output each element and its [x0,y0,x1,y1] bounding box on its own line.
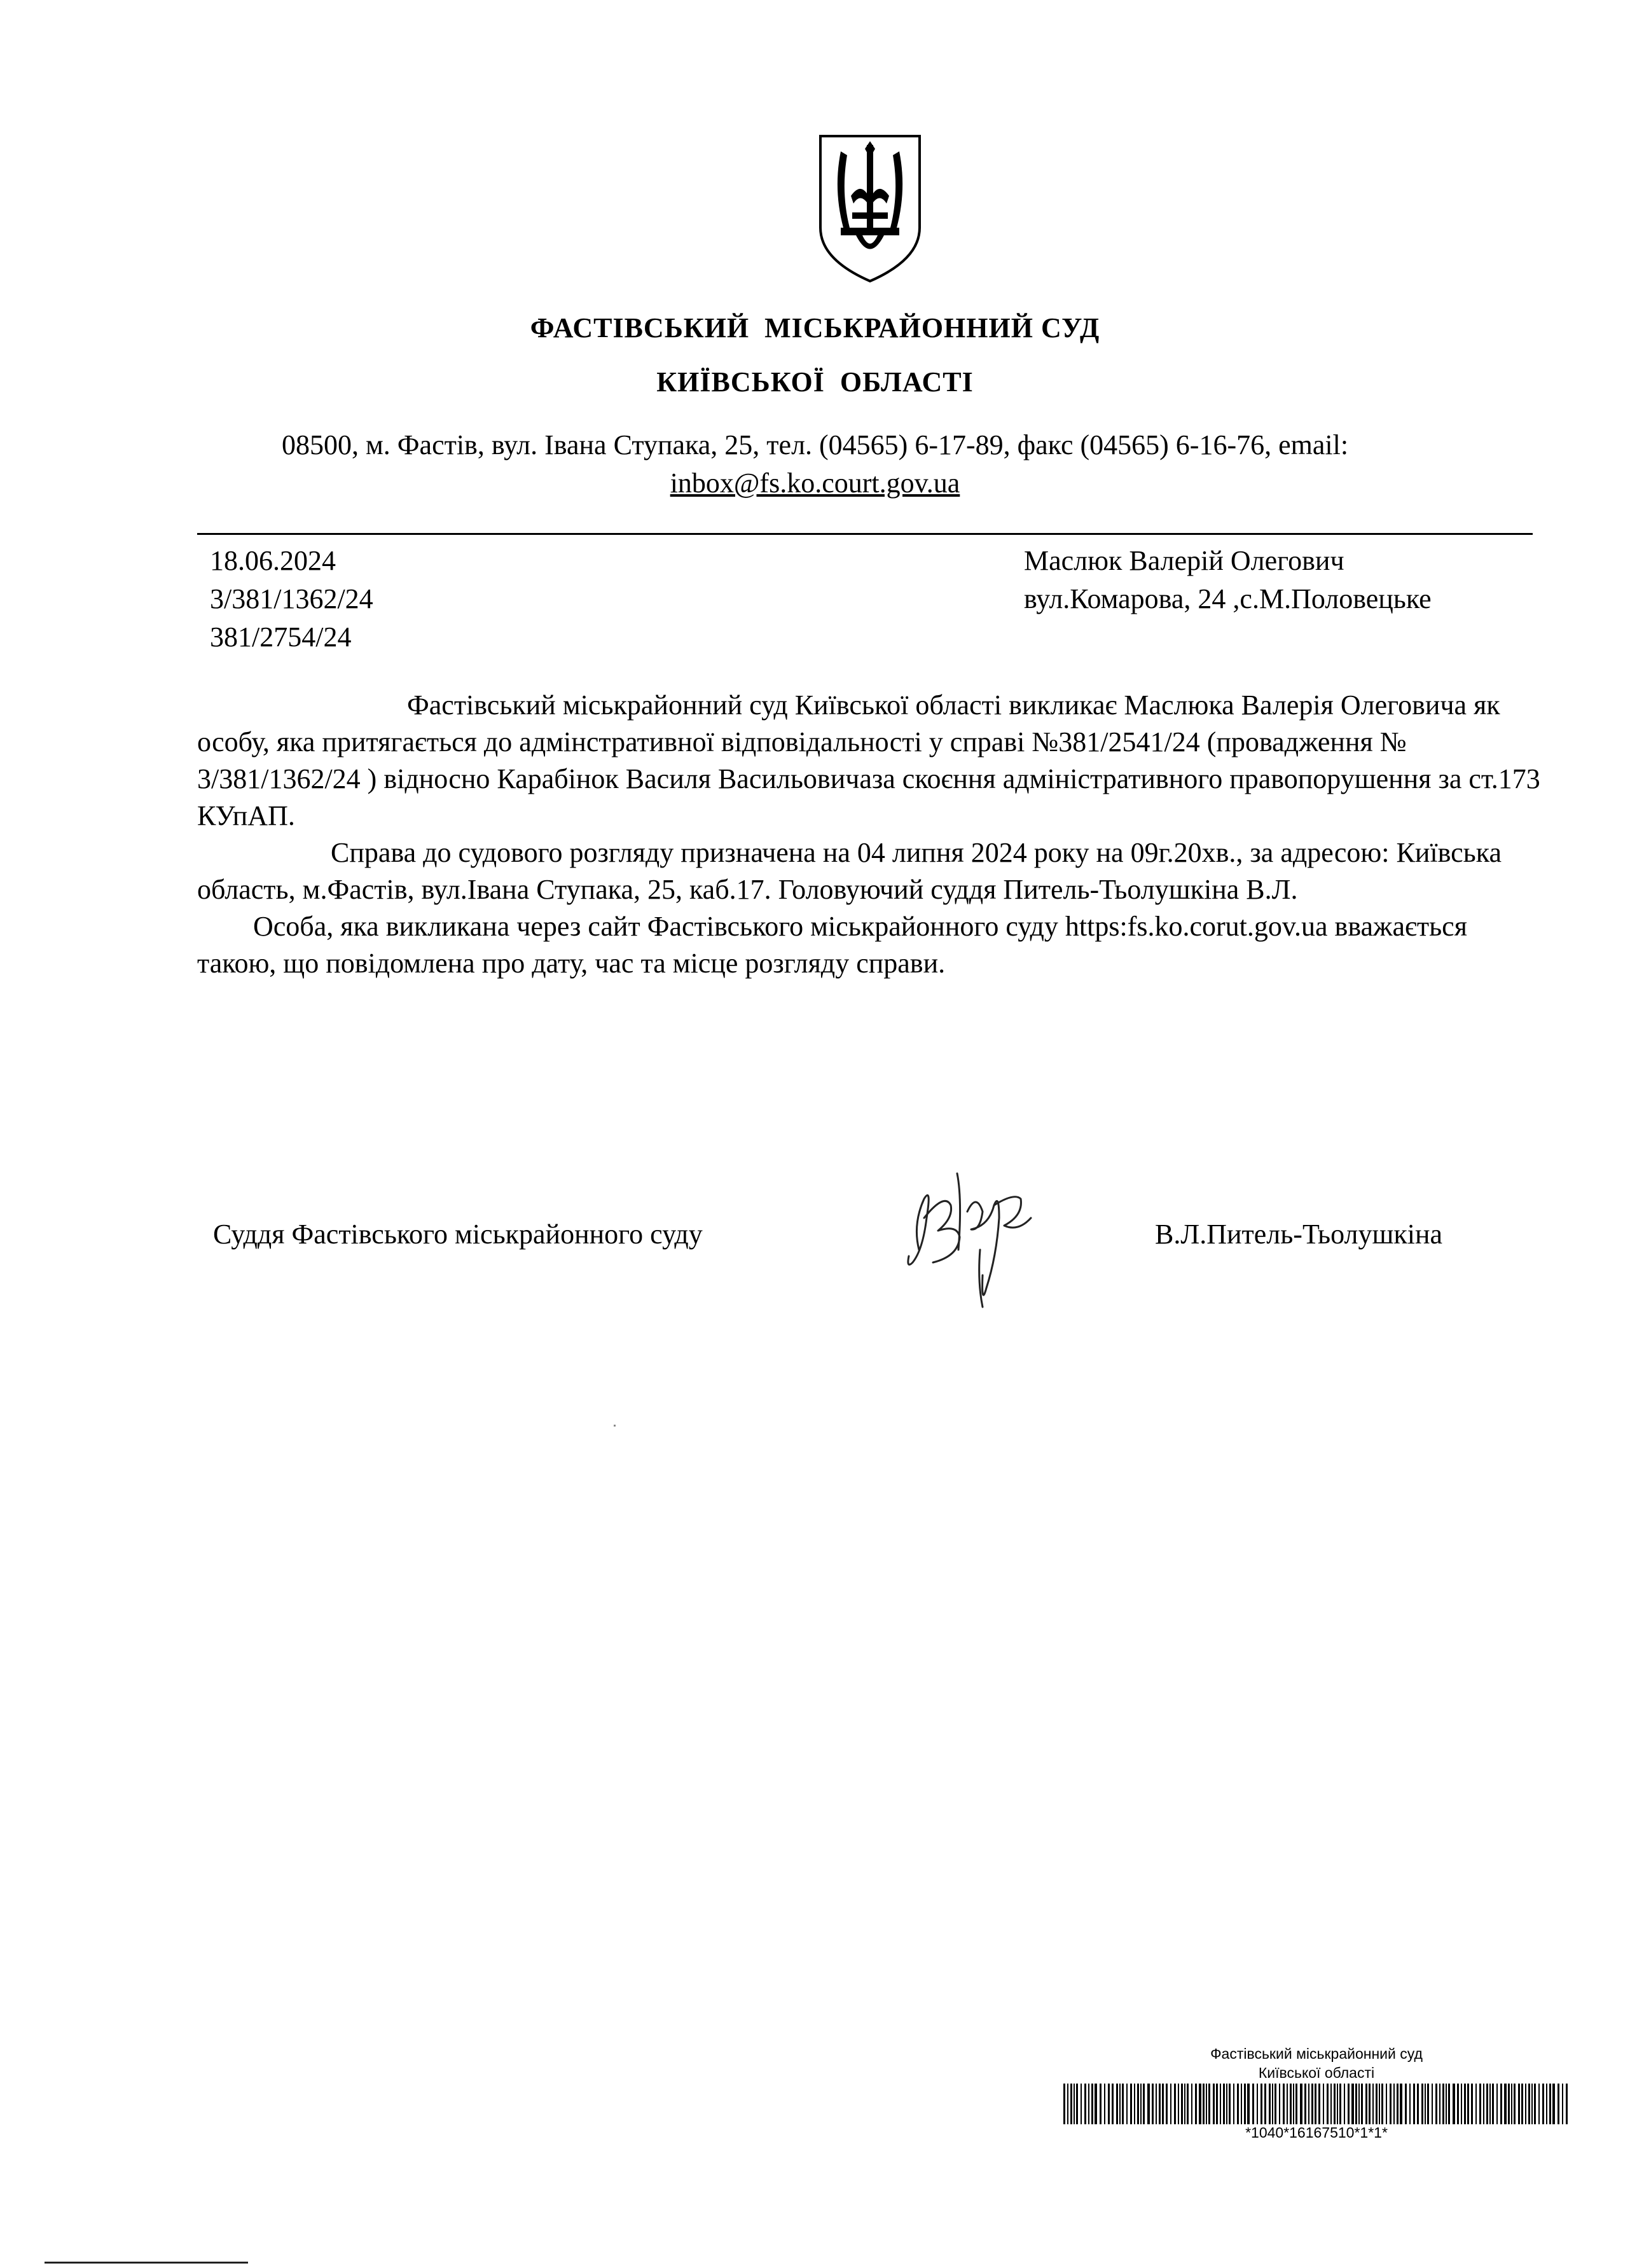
barcode-bar [1355,2084,1357,2124]
summons-body [197,687,1552,982]
barcode-bar [1187,2084,1189,2124]
barcode-bar [1076,2084,1078,2124]
recipient-name: Маслюк Валерій Олегович [1024,545,1344,576]
barcode-bar [1264,2084,1266,2124]
barcode-bar [1562,2084,1563,2124]
barcode-bar [1381,2084,1383,2124]
barcode-bar [1369,2084,1371,2124]
barcode-bar [1287,2084,1288,2124]
barcode-bar [1156,2084,1157,2124]
footer-rule [45,2262,248,2264]
barcode-bar [1549,2084,1551,2124]
barcode-bar [1405,2084,1407,2124]
barcode-bar [1244,2084,1246,2124]
barcode-bar [1174,2084,1176,2124]
court-name-line2: КИЇВСЬКОЇ ОБЛАСТІ [656,366,974,398]
scan-speck [614,1425,616,1427]
barcode-bar [1216,2084,1218,2124]
document-reference-2: 381/2754/24 [210,621,352,653]
summons-paragraph-2: Справа до судового розгляду призначена на 04 липня 2024 року на 09г.20хв., за адресою: Київська область, м.Фастів, вул.Івана Ступака, 25, каб.17. Головуючий суддя Питель-Тьолушкіна В.Л. [197,837,1502,905]
barcode-bar [1108,2084,1110,2124]
barcode-bar [1514,2084,1516,2124]
barcode-bar [1397,2084,1399,2124]
barcode-bar [1178,2084,1179,2124]
barcode-bar [1203,2084,1205,2124]
document-reference-1: 3/381/1362/24 [210,583,373,614]
barcode-bar [1442,2084,1444,2124]
barcode-bar [1390,2084,1392,2124]
barcode-bar [1112,2084,1114,2124]
barcode-bar [1479,2084,1481,2124]
barcode-bar [1432,2084,1433,2124]
barcode-bar [1344,2084,1345,2124]
barcode-number: *1040*16167510*1*1* [1245,2124,1388,2141]
barcode-bar [1400,2084,1402,2124]
barcode-bar [1425,2084,1426,2124]
coat-of-arms-icon [815,132,925,285]
barcode-bar [1413,2084,1415,2124]
barcode-bar [1162,2084,1164,2124]
barcode-bar [1063,2084,1065,2124]
barcode-bar [1566,2084,1568,2124]
barcode-bar [1272,2084,1273,2124]
barcode-bar [1323,2084,1324,2124]
barcode-bar [1191,2084,1192,2124]
barcode-bar [1557,2084,1559,2124]
signatory-name: В.Л.Питель-Тьолушкіна [1155,1219,1443,1250]
barcode-bar [1279,2084,1280,2124]
barcode-bar [1531,2084,1533,2124]
barcode-bar [1446,2084,1447,2124]
recipient-address: вул.Комарова, 24 ,с.М.Половецьке [1024,583,1432,614]
barcode-bar [1339,2084,1341,2124]
barcode-bar [1084,2084,1086,2124]
barcode-bar [1508,2084,1510,2124]
barcode-bar [1376,2084,1378,2124]
barcode-bar [1213,2084,1215,2124]
barcode-bar [1206,2084,1207,2124]
barcode-bar [1386,2084,1387,2124]
barcode-bar [1435,2084,1437,2124]
barcode-bar [1518,2084,1520,2124]
barcode-bar [1327,2084,1329,2124]
barcode-bar [1290,2084,1292,2124]
barcode-bar [1134,2084,1135,2124]
barcode-bar [1260,2084,1262,2124]
barcode-bar [1504,2084,1507,2124]
barcode-bar [1126,2084,1128,2124]
barcode-bar [1546,2084,1547,2124]
barcode-bar [1453,2084,1455,2124]
barcode-bar [1274,2084,1276,2124]
barcode-bar [1552,2084,1555,2124]
barcode-bar [1315,2084,1316,2124]
barcode-bar [1409,2084,1411,2124]
barcode-bar [1525,2084,1526,2124]
barcode-bar [1464,2084,1466,2124]
barcode-bar [1143,2084,1145,2124]
barcode-bar [1500,2084,1502,2124]
court-contacts [0,426,1630,502]
barcode-bar [1528,2084,1530,2124]
barcode-bar [1081,2084,1082,2124]
barcode-bar [1489,2084,1491,2124]
handwritten-signature-icon [887,1154,1059,1326]
barcode-bar [1467,2084,1469,2124]
barcode-bar [1300,2084,1302,2124]
barcode-bar [1283,2084,1285,2124]
barcode-bar [1122,2084,1124,2124]
barcode-bar [1348,2084,1350,2124]
barcode-bar [1365,2084,1367,2124]
barcode-bar [1475,2084,1477,2124]
barcode-bar [1229,2084,1231,2124]
barcode-bar [1351,2084,1354,2124]
barcode-bar [1237,2084,1239,2124]
barcode-bar [1293,2084,1294,2124]
signatory-title: Суддя Фастівського міськрайонного суду [213,1219,703,1250]
stamp-court-name: Фастівський міськрайонний суд [1210,2045,1423,2062]
barcode-bar [1486,2084,1488,2124]
header-divider [197,533,1533,535]
barcode-bar [1417,2084,1419,2124]
barcode-bar [1439,2084,1440,2124]
barcode-bar [1538,2084,1540,2124]
barcode-bar [1184,2084,1185,2124]
barcode-bar [1100,2084,1102,2124]
barcode-bar [1372,2084,1374,2124]
barcode-bar [1091,2084,1093,2124]
barcode-bar [1170,2084,1171,2124]
barcode-bar [1308,2084,1309,2124]
barcode-bar [1427,2084,1429,2124]
barcode-bar [1334,2084,1336,2124]
barcode-bar [1311,2084,1313,2124]
barcode-bar [1181,2084,1183,2124]
barcode-bar [1074,2084,1075,2124]
barcode-bar [1379,2084,1380,2124]
barcode-bar [1483,2084,1484,2124]
barcode-bar [1421,2084,1423,2124]
recipient-block [1024,542,1432,618]
barcode-bar [1457,2084,1459,2124]
barcode-bar [1067,2084,1068,2124]
summons-paragraph-1: Фастівський міськрайонний суд Київської області викликає Маслюка Валерія Олеговича як особу, яка притягається до адмінстративної відповідальності у справі №381/2541/24 (провадження № 3/381/1362/24 ) відносно Карабінок Василя Васильовичаза скоєння адміністративного правопорушення за ст.173 КУпАП. [197,689,1540,831]
document-meta [210,542,373,656]
barcode-bar [1542,2084,1544,2124]
barcode-bar [1208,2084,1210,2124]
barcode-bar [1461,2084,1462,2124]
barcode-bar [1471,2084,1473,2124]
barcode-bar [1223,2084,1225,2124]
barcode-bar [1159,2084,1161,2124]
barcode-bar [1095,2084,1097,2124]
barcode-bar [1358,2084,1360,2124]
court-address: 08500, м. Фастів, вул. Івана Ступака, 25, тел. (04565) 6-17-89, факс (04565) 6-16-76, email: [281,429,1349,460]
court-email-link[interactable]: inbox@fs.ko.court.gov.ua [670,467,960,499]
barcode-bar [1137,2084,1139,2124]
barcode-bar [1140,2084,1142,2124]
barcode-bar [1195,2084,1197,2124]
barcode-bar [1166,2084,1168,2124]
barcode-bar [1252,2084,1254,2124]
barcode-bar [1492,2084,1494,2124]
barcode-bar [1116,2084,1118,2124]
barcode-bar [1304,2084,1306,2124]
barcode-bar [1247,2084,1250,2124]
barcode-bar [1330,2084,1332,2124]
barcode-bar [1199,2084,1201,2124]
barcode-bar [1337,2084,1338,2124]
barcode-bar [1361,2084,1363,2124]
court-name-line1: ФАСТІВСЬКИЙ МІСЬКРАЙОННИЙ СУД [530,312,1100,343]
barcode-bar [1241,2084,1242,2124]
barcode-bar [1088,2084,1089,2124]
barcode-bar [1269,2084,1271,2124]
registration-barcode [1062,2084,1571,2124]
barcode-bar [1130,2084,1132,2124]
barcode-bar [1534,2084,1536,2124]
barcode-bar [1104,2084,1105,2124]
barcode-bar [1119,2084,1121,2124]
barcode-bar [1511,2084,1512,2124]
document-date: 18.06.2024 [210,545,336,576]
barcode-bar [1393,2084,1395,2124]
barcode-bar [1233,2084,1234,2124]
summons-paragraph-3: Особа, яка викликана через сайт Фастівського міськрайонного суду https:fs.ko.corut.gov.ua вважається такою, що повідомлена про дату, час та місце розгляду справи. [197,911,1467,979]
barcode-bar [1448,2084,1450,2124]
stamp-region: Київської області [1258,2064,1375,2081]
barcode-bar [1070,2084,1072,2124]
barcode-bar [1295,2084,1297,2124]
barcode-bar [1496,2084,1498,2124]
barcode-bar [1152,2084,1154,2124]
barcode-bar [1318,2084,1320,2124]
barcode-bar [1226,2084,1227,2124]
barcode-bar [1257,2084,1258,2124]
barcode-bar [1220,2084,1221,2124]
barcode-bar [1521,2084,1523,2124]
barcode-bar [1147,2084,1150,2124]
